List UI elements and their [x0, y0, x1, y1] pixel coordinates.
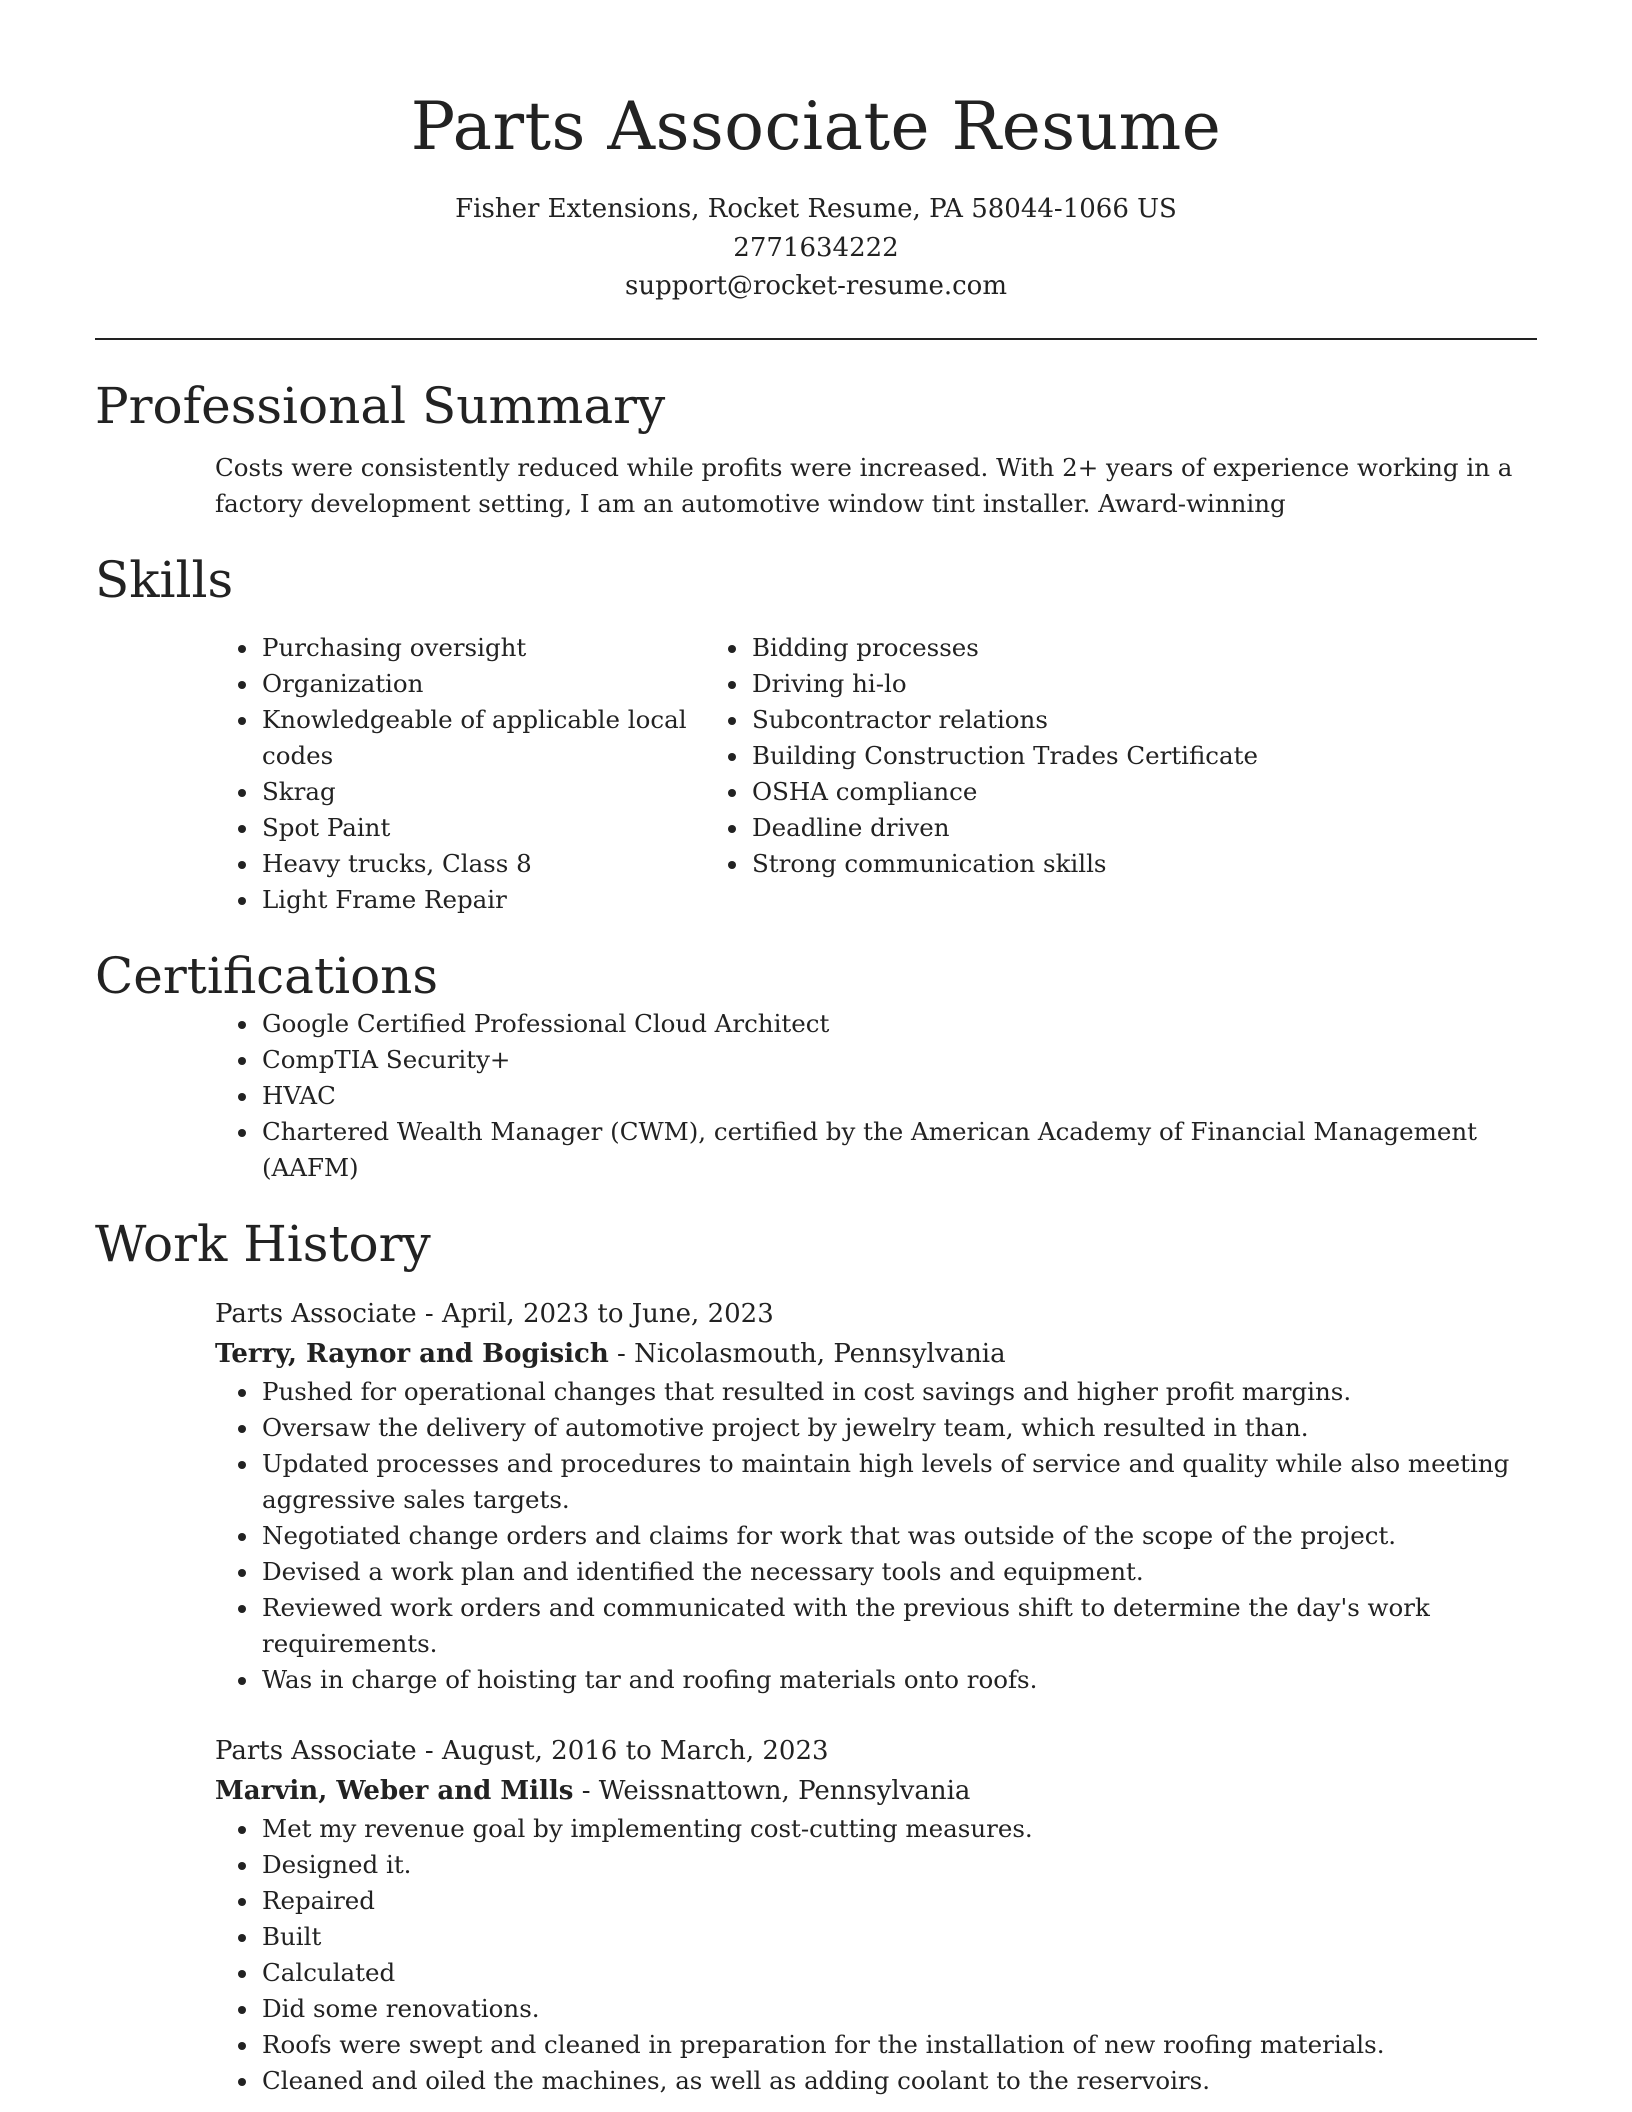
job-bullet: • Calculated [260, 1955, 1537, 1991]
job-bullet: • Devised a work plan and identified the necessary tools and equipment. [260, 1554, 1537, 1590]
job-bullet: • Cleaned and oiled the machines, as well as adding coolant to the reservoirs. [260, 2063, 1537, 2099]
certification-item: • Chartered Wealth Manager (CWM), certified by the American Academy of Financial Management (AAFM) [260, 1114, 1537, 1186]
job-bullet: • Roofs were swept and cleaned in preparation for the installation of new roofing materials. [260, 2027, 1537, 2063]
job-bullet: • Negotiated change orders and claims for work that was outside of the scope of the project. [260, 1518, 1537, 1554]
skills-right-list [750, 630, 1258, 918]
job-location: - Nicolasmouth, Pennsylvania [608, 1338, 1006, 1369]
skills-grid [95, 630, 1537, 918]
certifications-heading: Certifications [95, 946, 439, 1005]
resume-title: Parts Associate Resume [410, 88, 1222, 165]
skill-item: • Knowledgeable of applicable local codes [260, 702, 750, 774]
skill-item: • Driving hi-lo [750, 666, 1258, 702]
certifications-list [95, 1006, 1537, 1186]
work-history-heading: Work History [95, 1214, 431, 1273]
certification-item: • HVAC [260, 1078, 1537, 1114]
job-bullets [215, 1374, 1537, 1698]
skill-item: • Bidding processes [750, 630, 1258, 666]
job-bullet: • Repaired [260, 1883, 1537, 1919]
job-bullet: • Updated processes and procedures to maintain high levels of service and quality while also meeting aggressive sales targets. [260, 1446, 1537, 1518]
job-bullets [215, 1811, 1537, 2099]
job-company-line [215, 1334, 1537, 1374]
skill-item: • Skrag [260, 774, 750, 810]
job-entry [215, 1294, 1537, 1698]
job-bullet: • Pushed for operational changes that resulted in cost savings and higher profit margins. [260, 1374, 1537, 1410]
summary-heading: Professional Summary [95, 376, 666, 435]
skill-item: • Light Frame Repair [260, 882, 750, 918]
skills-left-list [95, 630, 750, 918]
job-bullet: • Was in charge of hoisting tar and roofing materials onto roofs. [260, 1662, 1537, 1698]
resume-header [95, 0, 1537, 306]
skill-item: • Organization [260, 666, 750, 702]
job-title-line: Parts Associate - April, 2023 to June, 2023 [215, 1298, 774, 1329]
job-title-line: Parts Associate - August, 2016 to March, 2023 [215, 1735, 829, 1766]
skill-item: • OSHA compliance [750, 774, 1258, 810]
contact-email: support@rocket-resume.com [624, 271, 1007, 301]
skill-item: • Building Construction Trades Certificate [750, 738, 1258, 774]
header-divider [95, 338, 1537, 340]
company-name: Terry, Raynor and Bogisich [215, 1338, 609, 1369]
job-bullet: • Met my revenue goal by implementing cost-cutting measures. [260, 1811, 1537, 1847]
skill-item: • Purchasing oversight [260, 630, 750, 666]
job-location: - Weissnattown, Pennsylvania [573, 1775, 971, 1806]
skill-item: • Deadline driven [750, 810, 1258, 846]
contact-phone: 2771634222 [733, 232, 899, 263]
job-bullet: • Reviewed work orders and communicated with the previous shift to determine the day's work requirements. [260, 1590, 1537, 1662]
skill-item: • Strong communication skills [750, 846, 1258, 882]
skill-item: • Subcontractor relations [750, 702, 1258, 738]
job-bullet: • Built [260, 1919, 1537, 1955]
contact-address: Fisher Extensions, Rocket Resume, PA 58044-1066 US [455, 194, 1177, 224]
job-company-line [215, 1771, 1537, 1811]
work-history-section [95, 1214, 1537, 2099]
job-bullet: • Designed it. [260, 1847, 1537, 1883]
certifications-section [95, 946, 1537, 1186]
certification-item: • Google Certified Professional Cloud Architect [260, 1006, 1537, 1042]
job-bullet: • Did some renovations. [260, 1991, 1537, 2027]
company-name: Marvin, Weber and Mills [215, 1775, 574, 1806]
contact-block [95, 190, 1537, 306]
skills-heading: Skills [95, 550, 234, 609]
summary-section [95, 376, 1537, 522]
job-bullet: • Oversaw the delivery of automotive project by jewelry team, which resulted in than. [260, 1410, 1537, 1446]
skill-item: • Heavy trucks, Class 8 [260, 846, 750, 882]
skills-section [95, 550, 1537, 918]
job-entry [215, 1731, 1537, 2099]
certification-item: • CompTIA Security+ [260, 1042, 1537, 1078]
summary-text: Costs were consistently reduced while profits were increased. With 2+ years of experience working in a factory development setting, I am an automotive window tint installer. Award-winning [215, 452, 1513, 518]
skill-item: • Spot Paint [260, 810, 750, 846]
